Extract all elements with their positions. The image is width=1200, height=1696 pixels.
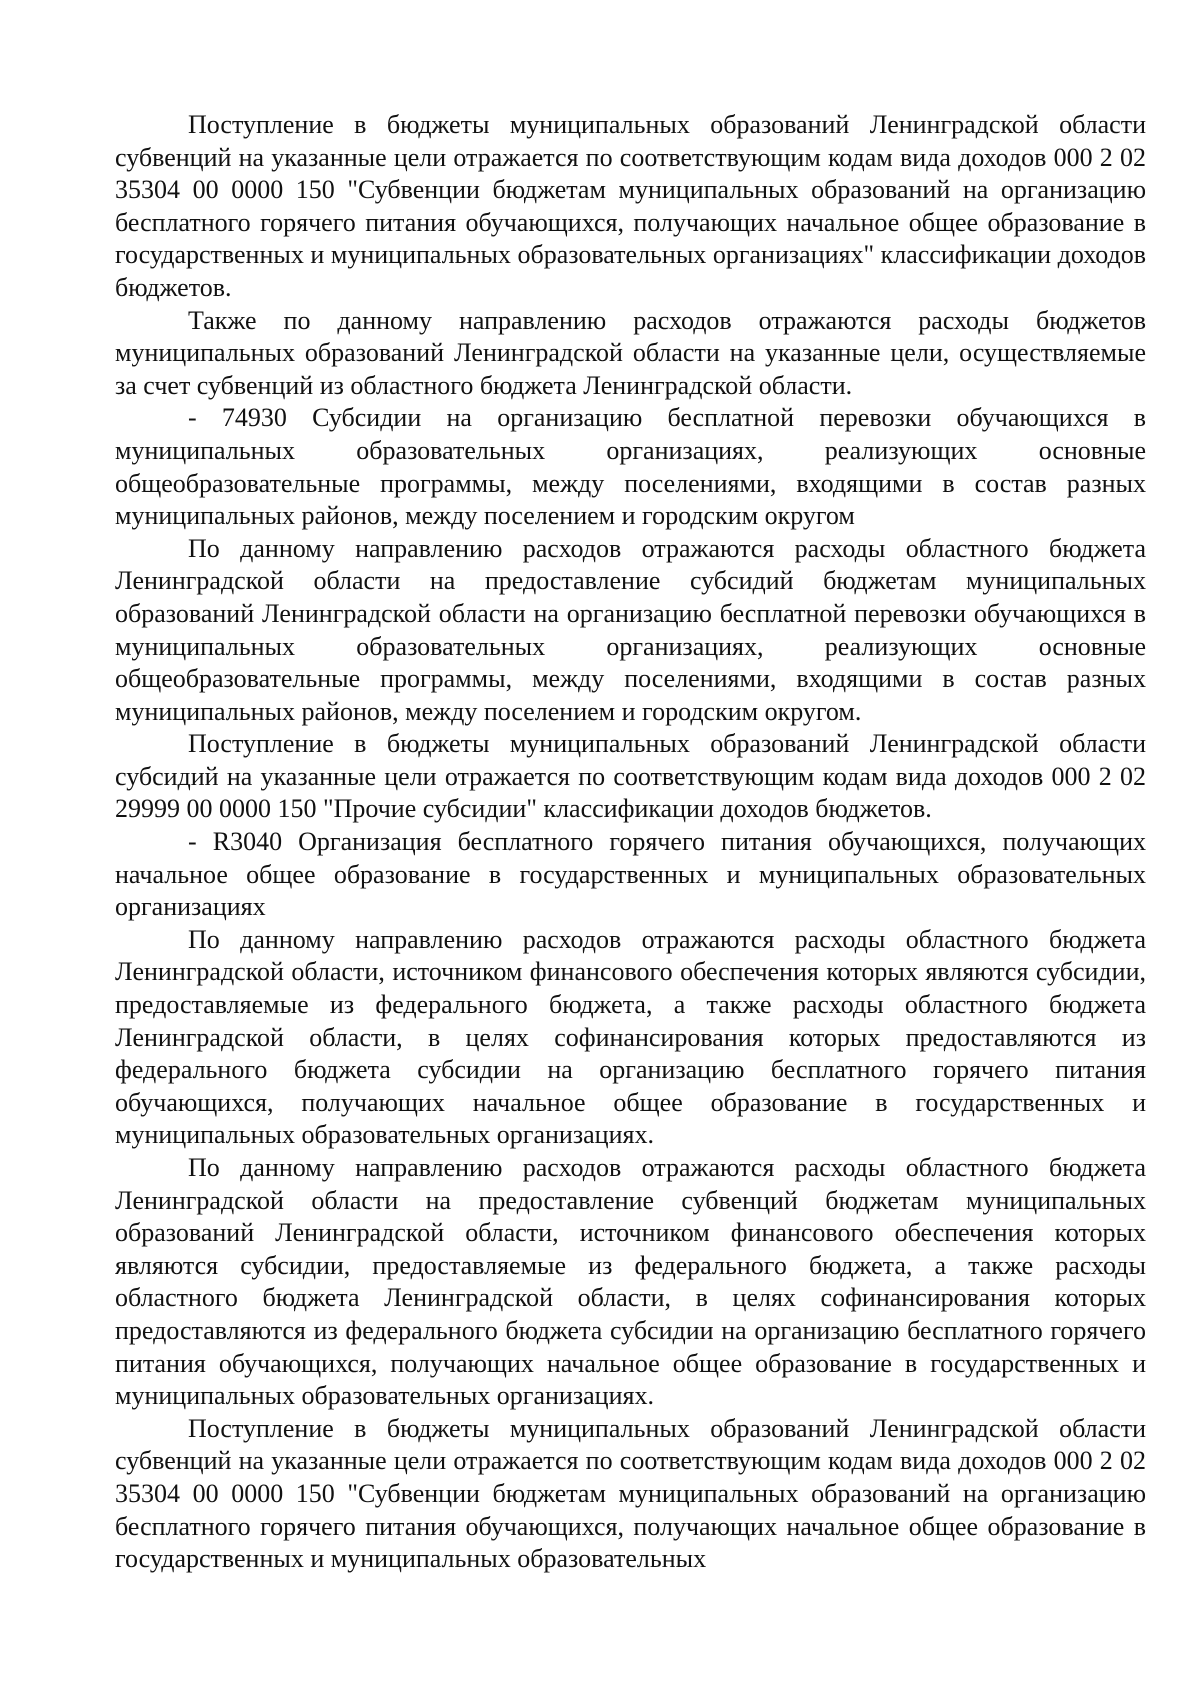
- document-page: [115, 109, 1146, 1576]
- paragraph-federal-cofinancing: По данному направлению расходов отражаются расходы областного бюджета Ленинградской области, источником финансового обеспечения которых являются субсидии, предоставляемые из федерального бюджета, а также расходы областного бюджета Ленинградской области, в целях софинансирования которых предоставляются из федерального бюджета субсидии на организацию бесплатного горячего питания обучающихся, получающих начальное общее образование в государственных и муниципальных образовательных организациях.: [115, 924, 1146, 1150]
- paragraph-subvention-receipt: Поступление в бюджеты муниципальных образований Ленинградской области субвенций на указанные цели отражается по соответствующим кодам вида доходов 000 2 02 35304 00 0000 150 "Субвенции бюджетам муниципальных образований на организацию бесплатного горячего питания обучающихся, получающих начальное общее образование в государственных и муниципальных образовательных организациях" классификации доходов бюджетов.: [115, 110, 1146, 302]
- paragraph-code-74930: - 74930 Субсидии на организацию бесплатной перевозки обучающихся в муниципальных образовательных организациях, реализующих основные общеобразовательные программы, между поселениями, входящими в состав разных муниципальных районов, между поселением и городским округом: [115, 403, 1146, 531]
- paragraph-subvention-provision: По данному направлению расходов отражаются расходы областного бюджета Ленинградской области на предоставление субвенций бюджетам муниципальных образований Ленинградской области, источником финансового обеспечения которых являются субсидии, предоставляемые из федерального бюджета, а также расходы областного бюджета Ленинградской области, в целях софинансирования которых предоставляются из федерального бюджета субсидии на организацию бесплатного горячего питания обучающихся, получающих начальное общее образование в государственных и муниципальных образовательных организациях.: [115, 1153, 1146, 1411]
- paragraph-code-r3040: - R3040 Организация бесплатного горячего питания обучающихся, получающих начальное общее образование в государственных и муниципальных образовательных организациях: [115, 827, 1146, 922]
- paragraph-subvention-receipt-continued: Поступление в бюджеты муниципальных образований Ленинградской области субвенций на указанные цели отражается по соответствующим кодам вида доходов 000 2 02 35304 00 0000 150 "Субвенции бюджетам муниципальных образований на организацию бесплатного горячего питания обучающихся, получающих начальное общее образование в государственных и муниципальных образовательных: [115, 1413, 1146, 1574]
- paragraph-subsidy-receipt: Поступление в бюджеты муниципальных образований Ленинградской области субсидий на указанные цели отражается по соответствующим кодам вида доходов 000 2 02 29999 00 0000 150 "Прочие субсидии" классификации доходов бюджетов.: [115, 729, 1146, 824]
- paragraph-transport-subsidy: По данному направлению расходов отражаются расходы областного бюджета Ленинградской области на предоставление субсидий бюджетам муниципальных образований Ленинградской области на организацию бесплатной перевозки обучающихся в муниципальных образовательных организациях, реализующих основные общеобразовательные программы, между поселениями, входящими в состав разных муниципальных районов, между поселением и городским округом.: [115, 533, 1146, 726]
- paragraph-municipal-expenses: Также по данному направлению расходов отражаются расходы бюджетов муниципальных образований Ленинградской области на указанные цели, осуществляемые за счет субвенций из областного бюджета Ленинградской области.: [115, 305, 1146, 400]
